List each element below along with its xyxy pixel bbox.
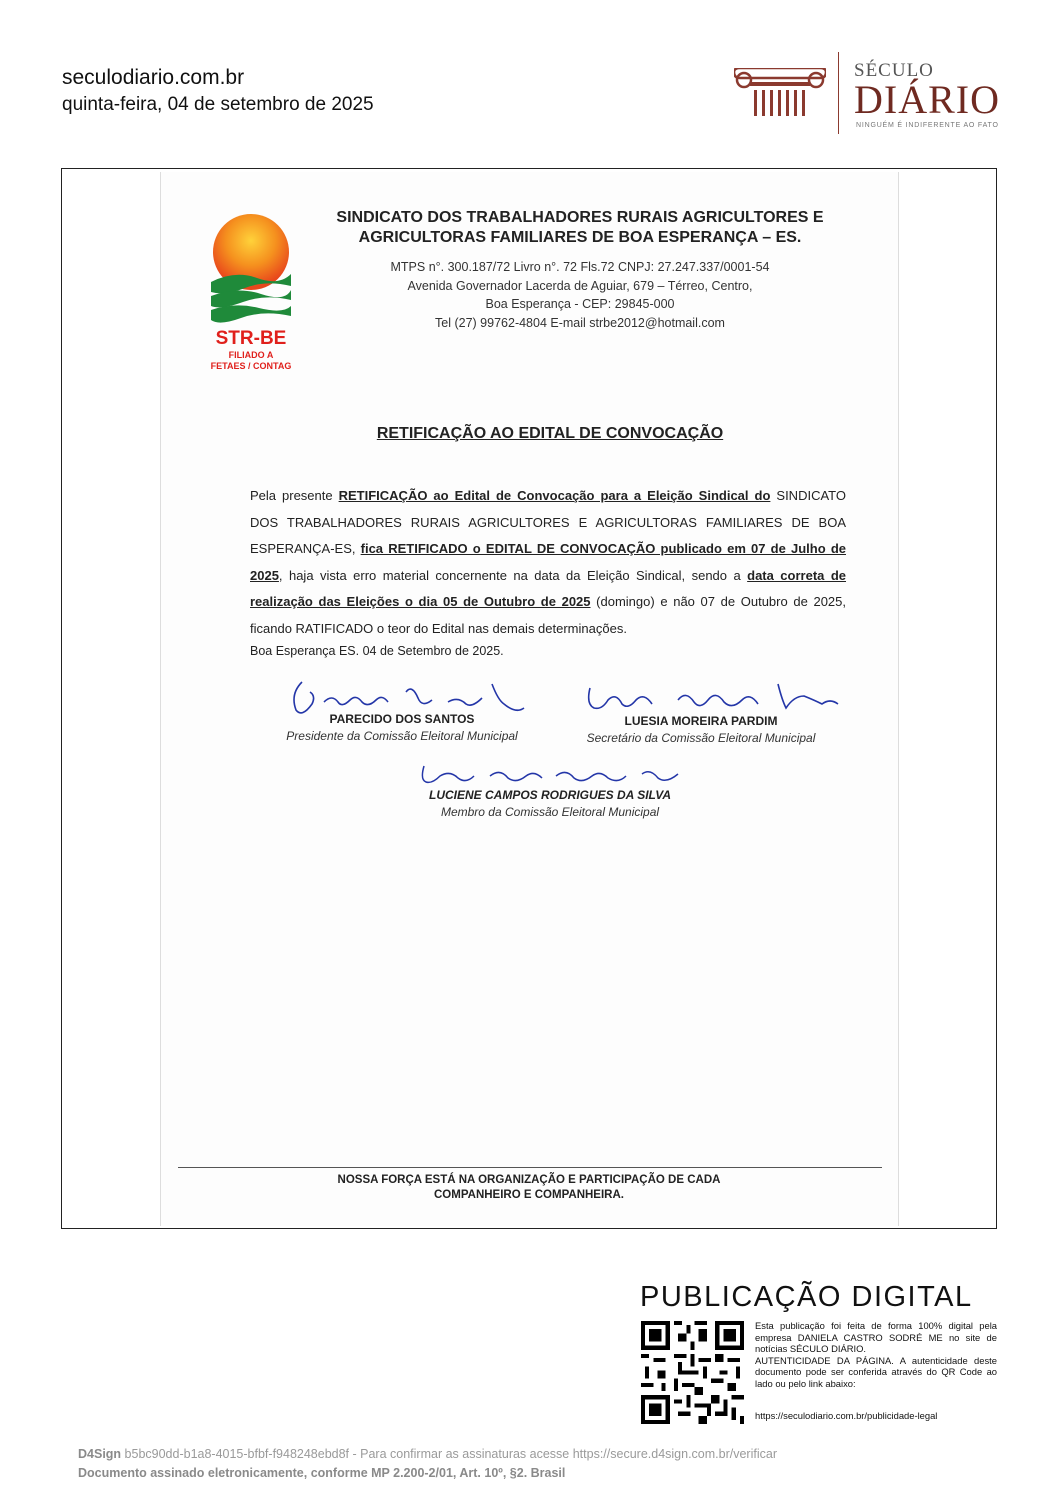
logo-subtitle	[199, 350, 303, 372]
body-text-7: (domingo) e não 07 de Outubro de 2025, ficando RATIFICADO o teor do Edital nas demais determinações.	[250, 594, 846, 636]
d4sign-label: D4Sign	[78, 1447, 122, 1461]
organization-name: SINDICATO DOS TRABALHADORES RURAIS AGRICULTORES E AGRICULTORAS FAMILIARES DE BOA ESPERANÇA – ES.	[336, 209, 824, 246]
logo-sub-line2: FETAES / CONTAG	[210, 361, 292, 371]
signer-role-3: Membro da Comissão Eleitoral Municipal	[440, 805, 660, 819]
signer-name-1: PARECIDO DOS SANTOS	[329, 712, 475, 726]
signer-role-2: Secretário da Comissão Eleitoral Municipal	[586, 731, 816, 745]
publication-link[interactable]: https://seculodiario.com.br/publicidade-legal	[755, 1410, 938, 1421]
signature-member	[410, 758, 690, 819]
signature-president	[262, 674, 542, 743]
signer-name-3: LUCIENE CAMPOS RODRIGUES DA SILVA	[428, 788, 672, 802]
body-text-3: SINDICATO DOS TRABALHADORES RURAIS AGRICULTORES E AGRICULTORAS FAMILIARES DE BOA ESPERANÇA-ES,	[250, 488, 846, 557]
publication-date: quinta-feira, 04 de setembro de 2025	[62, 94, 374, 115]
body-text-6: data correta de realização das Eleições o dia 05 de Outubro de 2025	[250, 567, 847, 610]
body-text-1: Pela presente	[250, 488, 339, 503]
body-text-4: fica RETIFICADO o EDITAL DE CONVOCAÇÃO publicado em 07 de Julho de 2025	[250, 541, 846, 583]
brand-divider	[838, 52, 839, 134]
signature-secretary	[568, 674, 834, 745]
d4sign-legal: Documento assinado eletronicamente, conforme MP 2.200-2/01, Art. 10º, §2. Brasil	[78, 1466, 566, 1480]
contact-line: Tel (27) 99762-4804 E-mail strbe2012@hotmail.com	[435, 315, 725, 330]
d4sign-line	[78, 1447, 777, 1461]
publication-text-2: AUTENTICIDADE DA PÁGINA. A autenticidade deste documento pode ser conferida através do QR Code ao lado ou pelo link abaixo:	[755, 1354, 997, 1389]
publication-description	[755, 1320, 997, 1389]
seculo-diario-logo	[734, 52, 1004, 134]
motto-line1: NOSSA FORÇA ESTÁ NA ORGANIZAÇÃO E PARTICIPAÇÃO DE CADA	[337, 1174, 721, 1186]
qr-code-icon[interactable]	[641, 1321, 744, 1424]
body-text-2: RETIFICAÇÃO ao Edital de Convocação para a Eleição Sindical do	[338, 488, 771, 503]
handwritten-signature-1	[272, 674, 552, 724]
footer-divider	[178, 1167, 882, 1168]
handwritten-signature-2	[582, 678, 848, 722]
site-url: seculodiario.com.br	[62, 66, 245, 89]
document-body	[250, 483, 846, 643]
logo-text: STR-BE	[215, 328, 287, 349]
motto	[300, 1173, 758, 1203]
sun-fields-icon	[205, 212, 297, 328]
brand-tagline: NINGUÉM É INDIFERENTE AO FATO	[856, 122, 999, 129]
signer-name-2: LUESIA MOREIRA PARDIM	[624, 714, 778, 728]
document-title: RETIFICAÇÃO AO EDITAL DE CONVOCAÇÃO	[376, 425, 724, 442]
publication-text-1: Esta publicação foi feita de forma 100% digital pela empresa DANIELA CASTRO SODRÉ ME no site de notícias SÉCULO DIÁRIO.	[755, 1320, 997, 1354]
handwritten-signature-3	[410, 760, 690, 792]
logo-sub-line1: FILIADO A	[228, 350, 274, 360]
brand-line1: SÉCULO	[854, 60, 934, 81]
signer-role-1: Presidente da Comissão Eleitoral Municipal	[286, 729, 518, 743]
registry-line: MTPS n°. 300.187/72 Livro n°. 72 Fls.72 CNPJ: 27.247.337/0001-54	[390, 260, 770, 274]
publication-title: PUBLICAÇÃO DIGITAL	[640, 1281, 973, 1313]
organization-info	[320, 258, 840, 332]
place-date: Boa Esperança ES. 04 de Setembro de 2025.	[250, 644, 504, 658]
pillar-icon	[734, 68, 826, 118]
brand-line2: DIÁRIO	[854, 77, 1000, 122]
d4sign-text: b5bc90dd-b1a8-4015-bfbf-f948248ebd8f - Para confirmar as assinaturas acesse https://secure.d4sign.com.br/verificar	[121, 1447, 777, 1461]
str-be-logo	[205, 212, 297, 372]
motto-line2: COMPANHEIRO E COMPANHEIRA.	[434, 1189, 624, 1201]
city-line: Boa Esperança - CEP: 29845-000	[485, 297, 675, 311]
body-text-5: , haja vista erro material concernente na data da Eleição Sindical, sendo a	[278, 567, 748, 583]
address-line: Avenida Governador Lacerda de Aguiar, 679 – Térreo, Centro,	[407, 278, 753, 293]
